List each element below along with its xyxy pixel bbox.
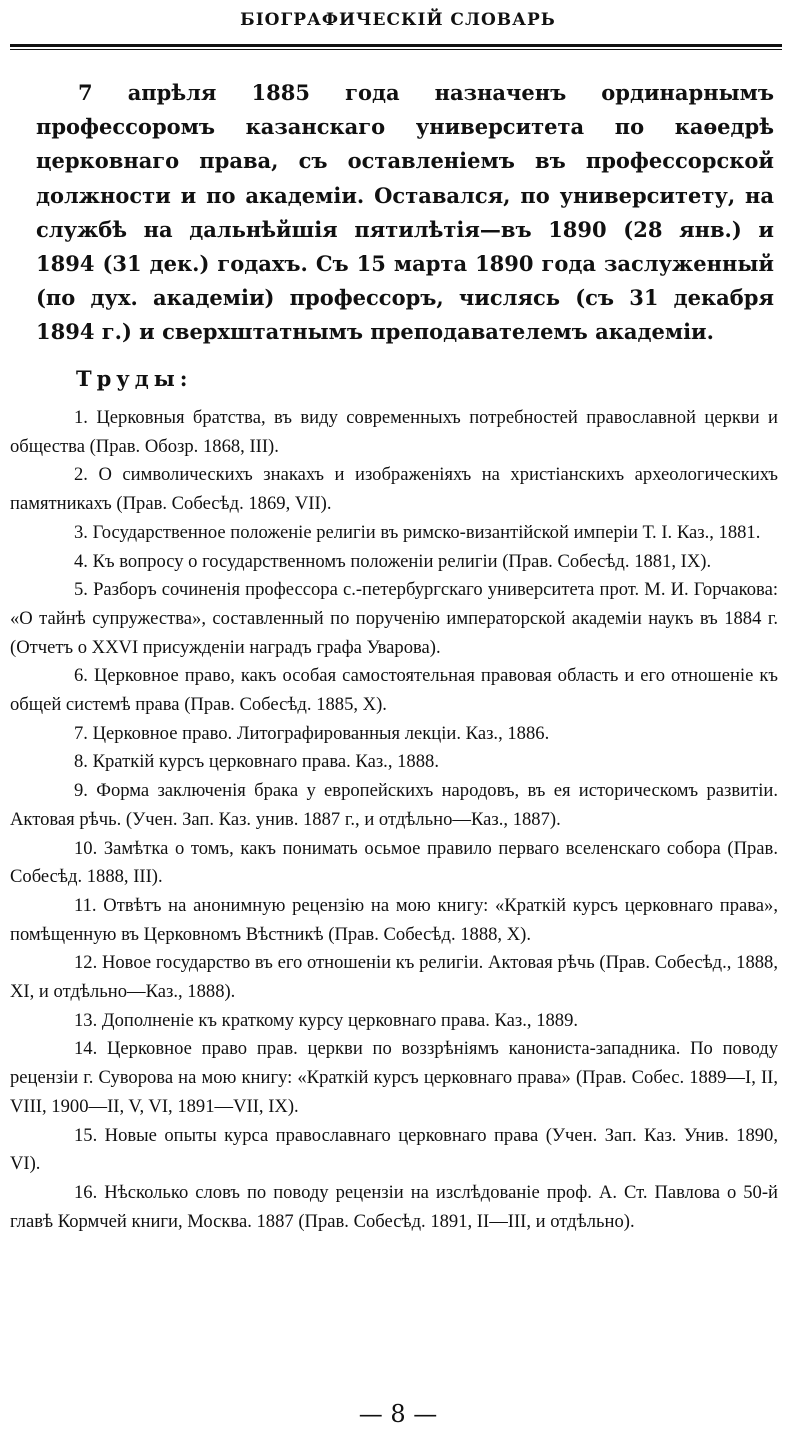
works-heading: Труды: (76, 366, 193, 391)
list-item: 4. Къ вопросу о государственномъ положеніи религіи (Прав. Собесѣд. 1881, IX). (74, 550, 712, 572)
list-item: 12. Новое государство въ его отношеніи къ религіи. Актовая рѣчь (Прав. Собесѣд., 1888, XI, и отдѣльно—Каз., 1888). (10, 952, 778, 1003)
list-item: 9. Форма заключенія брака у европейскихъ народовъ, въ ея историческомъ развитіи. Актовая рѣчь. (Учен. Зап. Каз. унив. 1887 г., и отдѣльно—Каз., 1887). (10, 780, 778, 830)
intro-text: 7 апрѣля 1885 года назначенъ ординарнымъ профессоромъ казанскаго университета по каѳедрѣ церковнаго права, съ оставленіемъ въ профессорской должности и по академіи. Оставался, по университету, на службѣ на дальнѣйшія пятилѣтія—въ 1890 (28 янв.) и 1894 (31 дек.) годахъ. Съ 15 марта 1890 года заслуженный (по дух. академіи) профессоръ, числясь (съ 31 декабря 1894 г.) и сверхштатнымъ преподавателемъ академіи. (36, 80, 774, 345)
running-header: БІОГРАФИЧЕСКІЙ СЛОВАРЬ (240, 10, 556, 30)
list-item: 8. Краткій курсъ церковнаго права. Каз., 1888. (74, 751, 439, 773)
list-item: 15. Новые опыты курса православнаго церковнаго права (Учен. Зап. Каз. Унив. 1890, VI). (10, 1124, 778, 1175)
intro-paragraph (36, 76, 774, 350)
list-item: 7. Церковное право. Литографированныя лекціи. Каз., 1886. (74, 722, 550, 744)
list-item: 16. Нѣсколько словъ по поводу рецензіи на изслѣдованіе проф. А. Ст. Павлова о 50-й главѣ Кормчей книги, Москва. 1887 (Прав. Собесѣд. 1891, II—III, и отдѣльно). (10, 1181, 778, 1232)
list-item: 2. О символическихъ знакахъ и изображеніяхъ на христіанскихъ археологическихъ памятникахъ (Прав. Собесѣд. 1869, VII). (10, 464, 778, 515)
list-item: 11. Отвѣтъ на анонимную рецензію на мою книгу: «Краткій курсъ церковнаго права», помѣщенную въ Церковномъ Вѣстникѣ (Прав. Собесѣд. 1888, X). (10, 894, 778, 945)
list-item: 6. Церковное право, какъ особая самостоятельная правовая область и его отношеніе къ общей системѣ права (Прав. Собесѣд. 1885, X). (10, 665, 778, 716)
list-item: 10. Замѣтка о томъ, какъ понимать осьмое правило перваго вселенскаго собора (Прав. Собесѣд. 1888, III). (10, 837, 778, 888)
list-item: 1. Церковныя братства, въ виду современныхъ потребностей православной церкви и общества (Прав. Обозр. 1868, III). (10, 407, 778, 457)
list-item: 3. Государственное положеніе религіи въ римско-византійской имперіи Т. I. Каз., 1881. (74, 521, 761, 543)
works-list (10, 404, 778, 1236)
page-number: — 8 — (358, 1400, 438, 1428)
list-item: 5. Разборъ сочиненія профессора с.-петербургскаго университета прот. М. И. Горчакова: «О тайнѣ супружества», составленный по порученію императорской академіи наукъ въ 1884 г. (Отчетъ о XXVI присужденіи наградъ графа Уварова). (10, 579, 778, 658)
list-item: 14. Церковное право прав. церкви по воззрѣніямъ канониста-западника. По поводу рецензіи г. Суворова на мою книгу: «Краткій курсъ церковнаго права» (Прав. Собес. 1889—I, II, VIII, 1900—II, V, VI, 1891—VII, IX). (10, 1038, 778, 1117)
list-item: 13. Дополненіе къ краткому курсу церковнаго права. Каз., 1889. (74, 1009, 579, 1031)
header-rule-thin (10, 49, 782, 50)
header-rule-thick (10, 44, 782, 47)
